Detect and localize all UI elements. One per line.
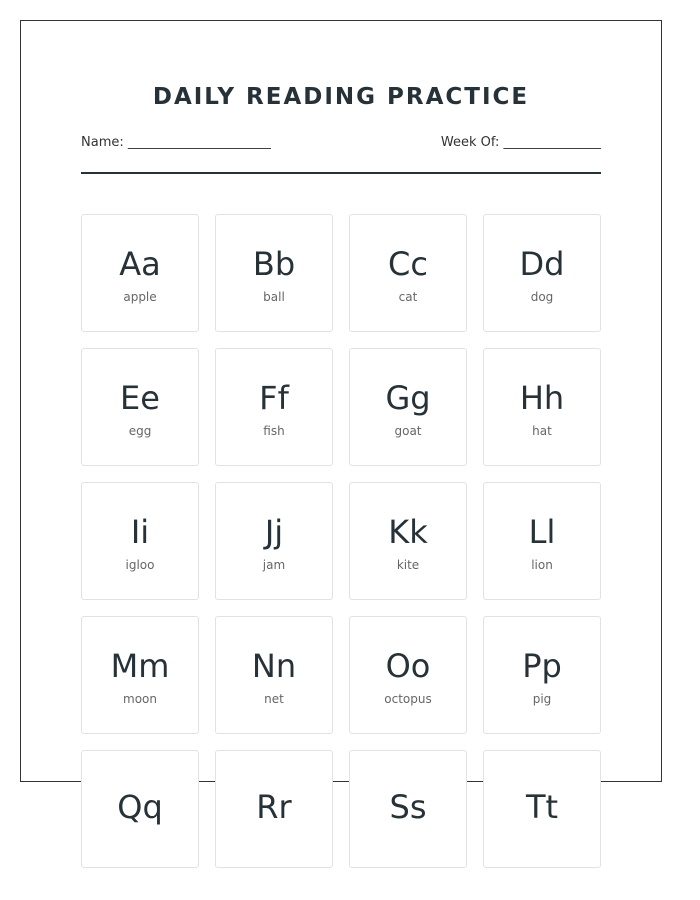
letter: Gg xyxy=(385,379,431,417)
letter: Kk xyxy=(388,513,428,551)
letter-card xyxy=(81,214,199,332)
letter: Bb xyxy=(252,245,296,283)
name-field: Name: ______________________ xyxy=(81,135,271,150)
word: hat xyxy=(532,424,552,438)
letter-card xyxy=(349,348,467,466)
letter: Aa xyxy=(119,245,161,283)
letter-card xyxy=(215,482,333,600)
letter: Cc xyxy=(388,245,428,283)
letter-card xyxy=(483,214,601,332)
word: igloo xyxy=(125,558,155,572)
word: cat xyxy=(398,290,418,304)
letter: Rr xyxy=(256,788,292,826)
letter: Pp xyxy=(522,647,562,685)
word: kite xyxy=(396,558,420,572)
word: apple xyxy=(123,290,157,304)
letter: Ss xyxy=(389,788,427,826)
letter: Ll xyxy=(528,513,556,551)
letter-card xyxy=(349,214,467,332)
letter-card xyxy=(349,750,467,868)
word: octopus xyxy=(384,692,432,706)
letter: Ff xyxy=(259,379,289,417)
word: moon xyxy=(123,692,157,706)
letter-card xyxy=(81,482,199,600)
letter: Jj xyxy=(264,513,284,551)
letter: Tt xyxy=(525,788,559,826)
letter: Dd xyxy=(519,245,565,283)
letter: Mm xyxy=(110,647,170,685)
header-divider xyxy=(81,172,601,174)
word: jam xyxy=(262,558,286,572)
word: net xyxy=(264,692,284,706)
letter: Hh xyxy=(519,379,565,417)
word: goat xyxy=(394,424,422,438)
letter-card xyxy=(483,348,601,466)
letter: Ee xyxy=(120,379,160,417)
letter-card xyxy=(215,214,333,332)
week-of-field: Week Of: _______________ xyxy=(440,135,601,150)
letter-card xyxy=(81,616,199,734)
word: fish xyxy=(263,424,285,438)
word: pig xyxy=(532,692,552,706)
word: lion xyxy=(531,558,553,572)
letter-card xyxy=(215,616,333,734)
letter-card xyxy=(349,482,467,600)
letter: Ii xyxy=(130,513,150,551)
letter-card xyxy=(483,482,601,600)
letter-card xyxy=(81,750,199,868)
letter-card xyxy=(81,348,199,466)
letter-card xyxy=(349,616,467,734)
word: egg xyxy=(128,424,152,438)
letter: Nn xyxy=(251,647,297,685)
worksheet-title: DAILY READING PRACTICE xyxy=(152,84,530,110)
letter-card xyxy=(215,348,333,466)
letter-card xyxy=(483,616,601,734)
letter: Oo xyxy=(385,647,431,685)
word: dog xyxy=(530,290,554,304)
letter-card xyxy=(215,750,333,868)
word: ball xyxy=(263,290,285,304)
letter-card xyxy=(483,750,601,868)
letter-grid xyxy=(81,214,601,868)
letter: Qq xyxy=(117,788,163,826)
